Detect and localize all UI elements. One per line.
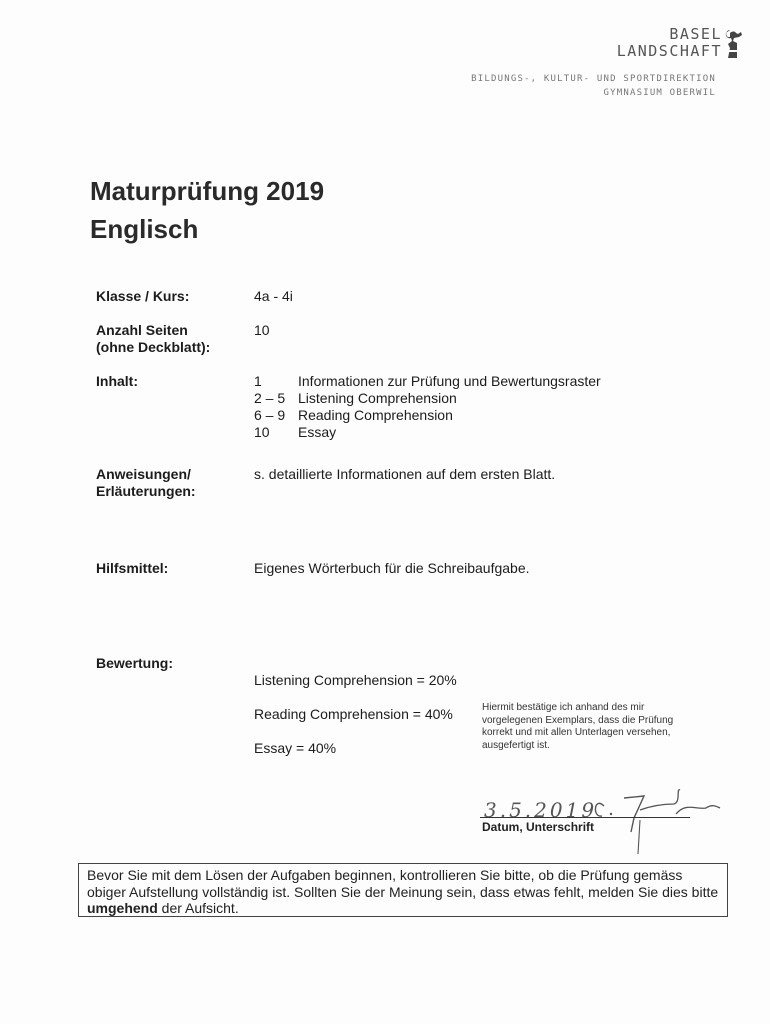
signature-label: Datum, Unterschrift xyxy=(482,820,595,834)
item-pages: 6 – 9 xyxy=(254,407,286,423)
bewertung-line: Reading Comprehension = 40% xyxy=(254,706,453,722)
signature-line xyxy=(480,817,690,818)
notice-text-part1: Bevor Sie mit dem Lösen der Aufgaben beginnen, kontrollieren Sie bitte, ob die Prüfung gemäss obiger Aufstellung vollständig ist. Sollten Sie der Meinung sein, dass etwas fehlt, melden Sie dies bitte xyxy=(87,867,719,900)
item-pages: 2 – 5 xyxy=(254,390,286,406)
confirmation-text: Hiermit bestätige ich anhand des mir vorgelegenen Exemplars, dass die Prüfung korrekt und mit allen Unterlagen versehen, ausgefertigt ist. xyxy=(482,702,674,751)
hilfsmittel-value: Eigenes Wörterbuch für die Schreibaufgabe. xyxy=(254,560,530,576)
canton-logo xyxy=(617,26,744,60)
list-item xyxy=(254,424,601,441)
bewertung-label: Bewertung: xyxy=(96,655,173,671)
hilfsmittel-label: Hilfsmittel: xyxy=(96,560,169,576)
item-pages: 1 xyxy=(254,373,262,389)
item-text: Reading Comprehension xyxy=(298,407,453,423)
exam-subject: Englisch xyxy=(90,214,199,244)
inhalt-list xyxy=(254,373,601,441)
handwritten-date: 3.5.2019 xyxy=(484,798,598,822)
signature-area xyxy=(476,780,736,860)
list-item xyxy=(254,373,601,390)
notice-emphasis: umgehend xyxy=(87,900,158,916)
klasse-label: Klasse / Kurs: xyxy=(96,288,190,304)
item-text: Essay xyxy=(298,424,337,440)
logo-landschaft: LANDSCHAFT xyxy=(616,42,722,60)
crest-icon xyxy=(724,28,744,60)
anweisungen-value: s. detaillierte Informationen auf dem ersten Blatt. xyxy=(254,466,556,482)
bewertung-line: Essay = 40% xyxy=(254,740,337,756)
notice-box xyxy=(78,863,728,917)
school-name: GYMNASIUM OBERWIL xyxy=(603,88,716,98)
department-name: BILDUNGS-, KULTUR- UND SPORTDIREKTION xyxy=(471,74,716,84)
department-header xyxy=(471,72,716,100)
seiten-label: Anzahl Seiten (ohne Deckblatt): xyxy=(96,322,211,355)
bewertung-values xyxy=(254,655,457,774)
inhalt-label: Inhalt: xyxy=(96,373,138,389)
notice-text-part2: der Aufsicht. xyxy=(157,900,239,916)
logo-basel: BASEL xyxy=(669,25,722,43)
anweisungen-label: Anweisungen/ Erläuterungen: xyxy=(96,466,196,499)
exam-title: Maturprüfung 2019 xyxy=(90,176,325,206)
item-text: Listening Comprehension xyxy=(298,390,457,406)
list-item xyxy=(254,407,601,424)
list-item xyxy=(254,390,601,407)
item-pages: 10 xyxy=(254,424,270,440)
item-text: Informationen zur Prüfung und Bewertungsraster xyxy=(298,373,601,389)
klasse-value: 4a - 4i xyxy=(254,288,293,304)
seiten-value: 10 xyxy=(254,322,270,338)
bewertung-line: Listening Comprehension = 20% xyxy=(254,672,457,688)
page-title xyxy=(90,172,324,248)
